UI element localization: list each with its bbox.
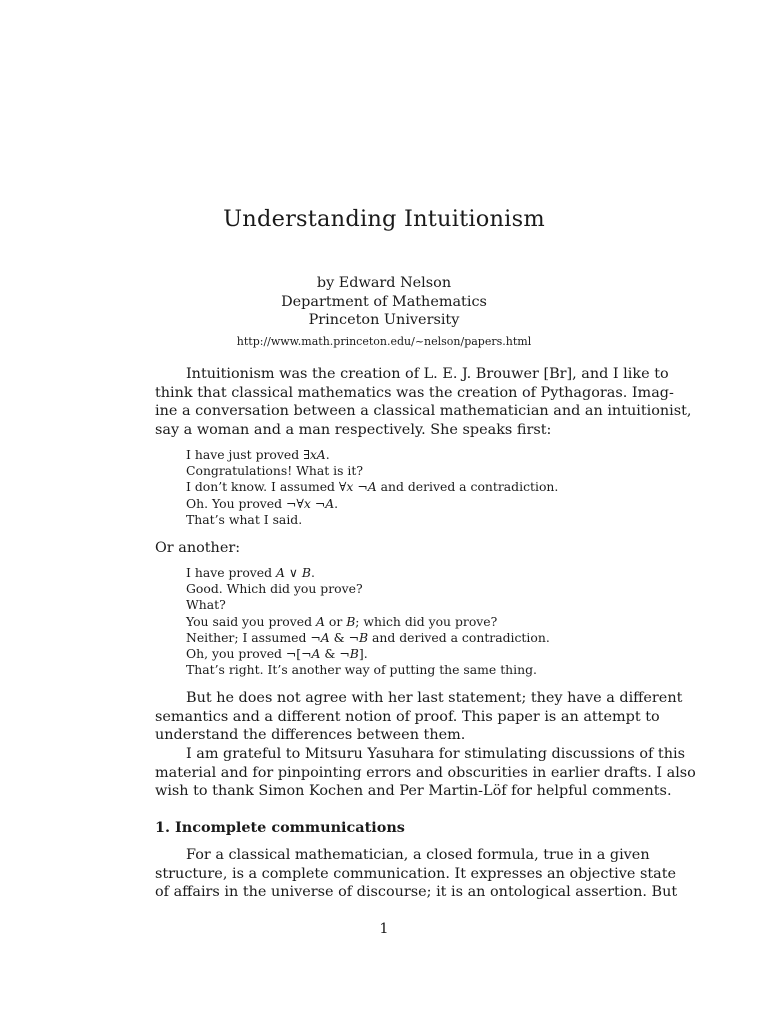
author-url: http://www.math.princeton.edu/~nelson/papers.html xyxy=(236,334,532,348)
section-heading: 1. Incomplete communications xyxy=(155,819,405,836)
author-byline: by Edward Nelson xyxy=(316,275,452,291)
paragraph-line: think that classical mathematics was the creation of Pythagoras. Imag- xyxy=(155,384,674,401)
author-block xyxy=(0,274,768,351)
dialogue-line: You said you proved A or B; which did you prove? xyxy=(186,613,498,629)
paper-title: Understanding Intuitionism xyxy=(223,206,545,232)
dialogue-line: What? xyxy=(186,597,226,613)
paragraph-line: ine a conversation between a classical mathematician and an intuitionist, xyxy=(155,403,692,420)
or-another-line xyxy=(155,539,638,558)
paragraph-2 xyxy=(155,689,683,745)
paragraph-line: Intuitionism was the creation of L. E. J. Brouwer [Br], and I like to xyxy=(186,366,669,382)
paragraph-3 xyxy=(155,745,696,801)
intro-paragraph xyxy=(155,365,692,439)
dialogue-1 xyxy=(186,447,626,528)
dialogue-line: I have just proved ∃xA. xyxy=(186,447,330,462)
section-1-paragraph xyxy=(155,846,678,902)
paragraph-line: of affairs in the universe of discourse; it is an ontological assertion. But xyxy=(155,884,678,901)
dialogue-line: That’s right. It’s another way of putting the same thing. xyxy=(186,662,537,678)
paragraph-line: material and for pinpointing errors and obscurities in earlier drafts. I also xyxy=(155,764,696,781)
paragraph-line: But he does not agree with her last statement; they have a different xyxy=(186,690,683,706)
paragraph-line: structure, is a complete communication. It expresses an objective state xyxy=(155,865,677,882)
paragraph-line: say a woman and a man respectively. She speaks first: xyxy=(155,421,552,438)
paragraph-line: understand the differences between them. xyxy=(155,727,466,744)
dialogue-line: Congratulations! What is it? xyxy=(186,463,363,479)
dialogue-line: I don’t know. I assumed ∀x ¬A and derived a contradiction. xyxy=(186,479,559,495)
or-another-text: Or another: xyxy=(155,540,241,556)
author-department: Department of Mathematics xyxy=(281,293,487,310)
paragraph-line: semantics and a different notion of proof. This paper is an attempt to xyxy=(155,708,660,725)
dialogue-line: Good. Which did you prove? xyxy=(186,581,363,597)
dialogue-line: Oh, you proved ¬[¬A & ¬B]. xyxy=(186,646,368,662)
page-number: 1 xyxy=(379,921,389,937)
dialogue-line: That’s what I said. xyxy=(186,511,303,527)
paragraph-line: wish to thank Simon Kochen and Per Martin-Löf for helpful comments. xyxy=(155,783,672,800)
dialogue-line: Oh. You proved ¬∀x ¬A. xyxy=(186,495,339,511)
dialogue-line: I have proved A ∨ B. xyxy=(186,565,315,580)
paragraph-line: I am grateful to Mitsuru Yasuhara for stimulating discussions of this xyxy=(186,746,685,762)
dialogue-2 xyxy=(186,565,626,678)
dialogue-line: Neither; I assumed ¬A & ¬B and derived a contradiction. xyxy=(186,629,550,645)
author-university: Princeton University xyxy=(308,312,460,328)
paragraph-line: For a classical mathematician, a closed formula, true in a given xyxy=(186,847,650,863)
